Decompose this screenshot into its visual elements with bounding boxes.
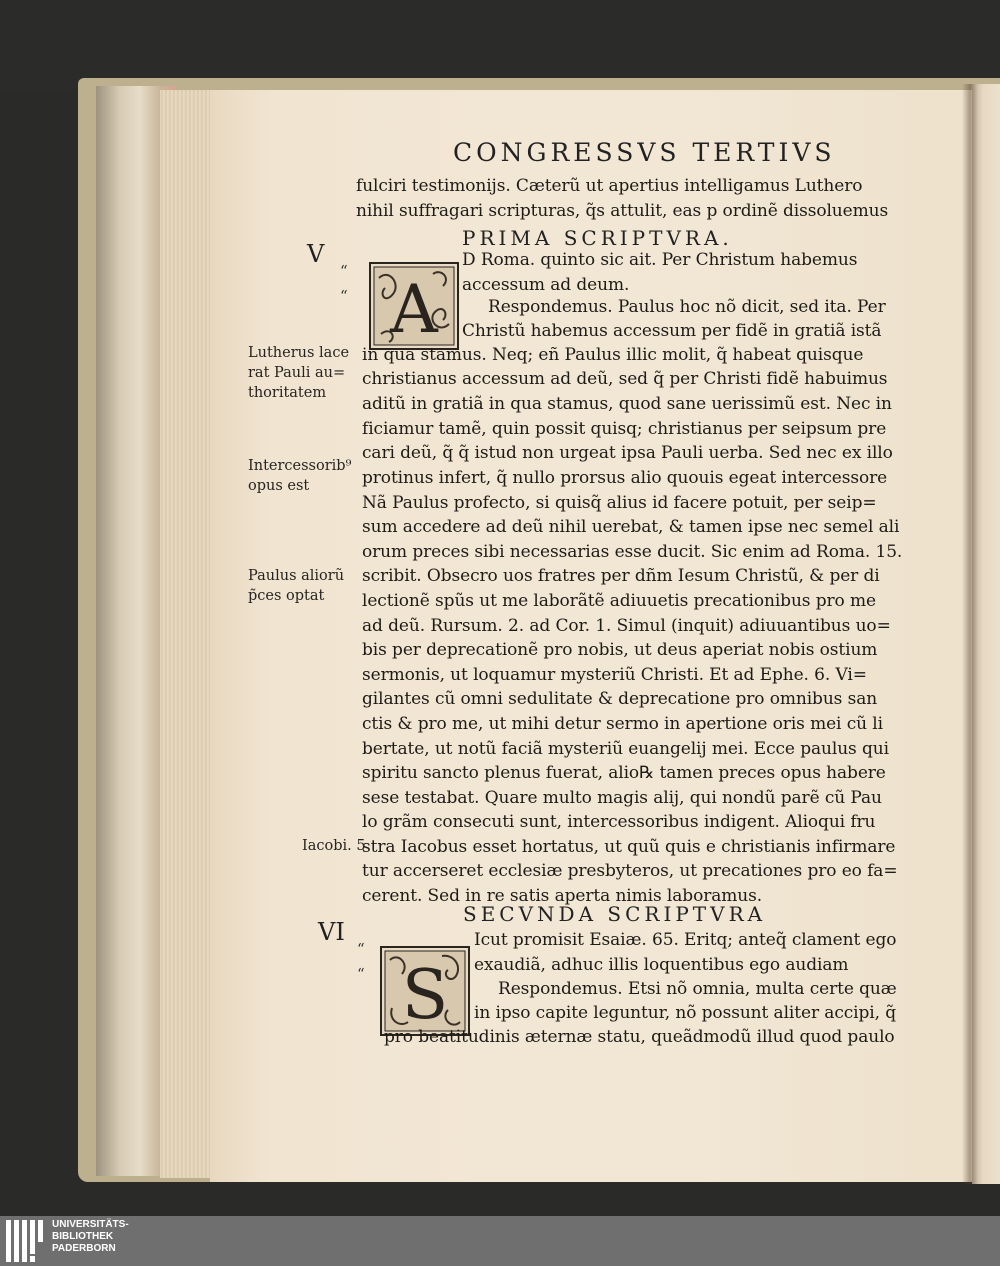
- logo-line: BIBLIOTHEK: [52, 1231, 114, 1242]
- marginal-note-intercessoribus: [248, 456, 351, 496]
- text-line: Respondemus. Etsi nõ omnia, multa certe quæ: [498, 979, 897, 999]
- text-line: sum accedere ad deũ nihil uerebat, & tamen ipse nec semel ali: [362, 517, 900, 537]
- text-line: cari deũ, q̃ q̃ istud non urgeat ipsa Pauli uerba. Sed nec ex illo: [362, 443, 893, 463]
- text-line: christianus accessum ad deũ, sed q̃ per Christi fidẽ habuimus: [362, 369, 888, 389]
- text-line: protinus infert, q̃ nullo prorsus alio quouis egeat intercessore: [362, 468, 888, 488]
- text-line: bis per deprecationẽ pro nobis, ut deus aperiat nobis ostium: [362, 640, 878, 660]
- text-line: in ipso capite leguntur, nõ possunt aliter accipi, q̃: [474, 1003, 897, 1023]
- section-number-vi: VI: [318, 918, 345, 946]
- marginal-line: rat Pauli au=: [248, 365, 346, 381]
- marginal-line: Iacobi. 5: [302, 838, 366, 854]
- text-line: pro beatitudinis æternæ statu, queãdmodũ illud quod paulo: [384, 1027, 895, 1047]
- text-line: lectionẽ spũs ut me laborãtẽ adiuuetis precationibus pro me: [362, 591, 876, 611]
- marginal-line: Intercessorib⁹: [248, 458, 352, 474]
- svg-text:A: A: [390, 271, 438, 348]
- text-line: Christũ habemus accessum per fidẽ in gratiã istã: [462, 321, 882, 341]
- library-logo-text: [52, 1219, 129, 1255]
- text-line: scribit. Obsecro uos fratres per dñm Iesum Christũ, & per di: [362, 566, 880, 586]
- text-line: gilantes cũ omni sedulitate & deprecatione pro omnibus san: [362, 689, 878, 709]
- logo-line: PADERBORN: [52, 1243, 116, 1254]
- running-head: CONGRESSVS TERTIVS: [453, 138, 836, 167]
- text-line: fulciri testimonijs. Cæterũ ut apertius intelligamus Luthero: [356, 176, 863, 196]
- quote-mark: “: [340, 262, 348, 280]
- text-line: D Roma. quinto sic ait. Per Christum habemus: [462, 250, 858, 270]
- background-top: [0, 0, 1000, 90]
- quote-mark: “: [357, 965, 365, 983]
- book-gutter: [962, 84, 978, 1184]
- text-line: tur accerseret ecclesiæ presbyteros, ut precationes pro eo fa=: [362, 861, 898, 881]
- text-line: nihil suffragari scripturas, q̃s attulit, eas p ordinẽ dissoluemus: [356, 201, 889, 221]
- text-line: ad deũ. Rursum. 2. ad Cor. 1. Simul (inquit) adiuuantibus uo=: [362, 616, 891, 636]
- text-line: orum preces sibi necessarias esse ducit. Sic enim ad Roma. 15.: [362, 542, 903, 562]
- section-heading-secunda: SECVNDA SCRIPTVRA: [463, 902, 767, 926]
- text-line: stra Iacobus esset hortatus, ut quũ quis e christianis infirmare: [362, 837, 896, 857]
- marginal-line: p̃ces optat: [248, 588, 325, 604]
- drop-cap-a: [369, 262, 459, 350]
- text-line: spiritu sancto plenus fuerat, alio℞ tamen preces opus habere: [362, 763, 886, 783]
- text-line: cerent. Sed in re satis aperta nimis laboramus.: [362, 886, 763, 906]
- marginal-note-paulus: [248, 566, 344, 606]
- marginal-line: Lutherus lace: [248, 345, 350, 361]
- text-line: Icut promisit Esaiæ. 65. Eritq; anteq̃ clament ego: [474, 930, 897, 950]
- text-line: aditũ in gratiã in qua stamus, quod sane uerissimũ est. Nec in: [362, 394, 892, 414]
- text-line: bertate, ut notũ faciã mysteriũ euangelij mei. Ecce paulus qui: [362, 739, 889, 759]
- library-logo-icon: [6, 1218, 46, 1264]
- marginal-note-iacobi: [302, 836, 366, 856]
- marginal-line: opus est: [248, 478, 310, 494]
- text-line: Respondemus. Paulus hoc nõ dicit, sed ita. Per: [488, 297, 886, 317]
- quote-mark: “: [340, 287, 348, 305]
- text-line: sese testabat. Quare multo magis alij, qui nondũ parẽ cũ Pau: [362, 788, 882, 808]
- drop-cap-a-ornament: [371, 264, 457, 348]
- text-line: in qua stamus. Neq; eñ Paulus illic molit, q̃ habeat quisque: [362, 345, 864, 365]
- marginal-line: thoritatem: [248, 385, 327, 401]
- text-line: exaudiã, adhuc illis loquentibus ego audiam: [474, 955, 849, 975]
- text-line: lo grãm consecuti sunt, intercessoribus indigent. Alioqui fru: [362, 812, 876, 832]
- section-heading-prima: PRIMA SCRIPTVRA.: [462, 226, 733, 250]
- text-line: accessum ad deum.: [462, 275, 630, 295]
- drop-cap-s: [380, 946, 470, 1036]
- text-line: Nã Paulus profecto, si quisq̃ alius id facere potuit, per seip=: [362, 493, 877, 513]
- logo-line: UNIVERSITÄTS-: [52, 1219, 129, 1230]
- svg-text:S: S: [401, 956, 449, 1034]
- section-number-v: V: [307, 240, 325, 268]
- drop-cap-s-ornament: [382, 948, 468, 1034]
- marginal-line: Paulus aliorũ: [248, 568, 345, 584]
- marginal-note-lutherus: [248, 343, 349, 403]
- quote-mark: “: [357, 940, 365, 958]
- text-line: ficiamur tamẽ, quin possit quisq; christianus per seipsum pre: [362, 419, 887, 439]
- text-line: sermonis, ut loquamur mysteriũ Christi. Et ad Ephe. 6. Vi=: [362, 665, 867, 685]
- footer-bar: [0, 1216, 1000, 1266]
- text-line: ctis & pro me, ut mihi detur sermo in apertione oris mei cũ li: [362, 714, 883, 734]
